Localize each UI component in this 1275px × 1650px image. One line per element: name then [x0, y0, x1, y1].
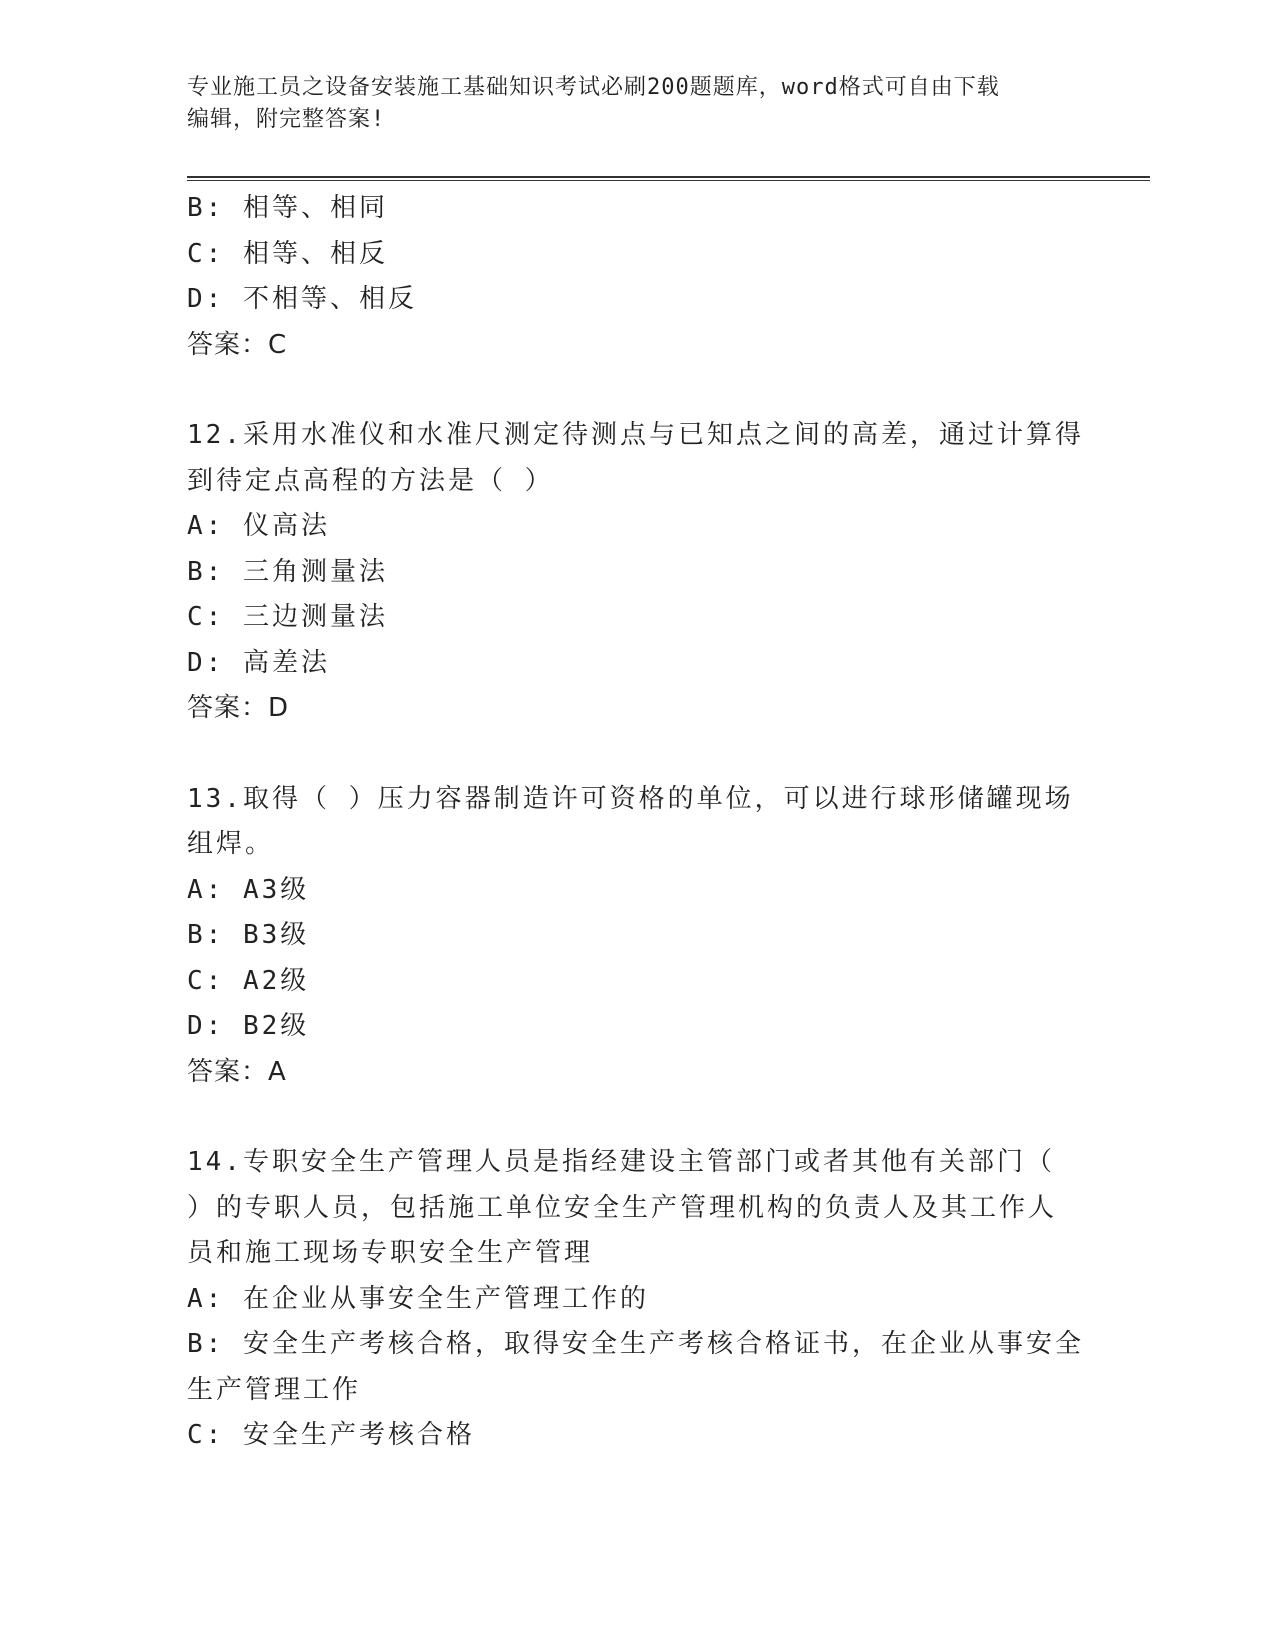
spacer	[187, 368, 1087, 413]
option-c: C: 三边测量法	[187, 602, 388, 632]
header-title-line-2: 编辑，附完整答案!	[187, 107, 386, 132]
option-a: A: 在企业从事安全生产管理工作的	[187, 1283, 649, 1314]
option-b: B: 安全生产考核合格，取得安全生产考核合格证书，在企业从事安全	[187, 1329, 1084, 1359]
spacer	[187, 1095, 1087, 1140]
option-a: A: 仪高法	[187, 511, 330, 541]
question-14	[187, 1140, 1087, 1459]
question-stem: 14.专职安全生产管理人员是指经建设主管部门或者其他有关部门（	[187, 1147, 1055, 1177]
option-b: B: B3级	[187, 920, 310, 950]
question-stem: ）的专职人员，包括施工单位安全生产管理机构的负责人及其工作人	[187, 1192, 1058, 1223]
spacer	[187, 732, 1087, 777]
option-c: C: A2级	[187, 965, 310, 996]
option-b: B: 三角测量法	[187, 556, 388, 587]
answer-line: 答案：A	[187, 1056, 287, 1087]
option-b: B: 相等、相同	[187, 193, 388, 223]
answer-line: 答案：D	[187, 693, 290, 723]
option-d: D: B2级	[187, 1011, 310, 1041]
question-11-continued	[187, 186, 1087, 368]
question-13	[187, 777, 1087, 1096]
question-stem: 组焊。	[187, 829, 275, 859]
option-a: A: A3级	[187, 874, 310, 905]
question-list	[187, 186, 1087, 1459]
question-stem: 员和施工现场专职安全生产管理	[187, 1238, 594, 1268]
question-stem: 13.取得（ ）压力容器制造许可资格的单位，可以进行球形储罐现场	[187, 783, 1074, 814]
option-b-continued: 生产管理工作	[187, 1374, 362, 1405]
page-header	[187, 72, 1067, 136]
option-d: D: 高差法	[187, 647, 330, 678]
header-divider	[187, 176, 1150, 181]
answer-line: 答案：C	[187, 329, 288, 360]
header-title-line-1: 专业施工员之设备安装施工基础知识考试必刷200题题库，word格式可自由下载	[187, 75, 1000, 100]
question-stem: 到待定点高程的方法是（ ）	[187, 465, 554, 496]
question-12	[187, 413, 1087, 732]
question-stem: 12.采用水准仪和水准尺测定待测点与已知点之间的高差，通过计算得	[187, 420, 1084, 450]
option-d: D: 不相等、相反	[187, 284, 417, 314]
option-c: C: 相等、相反	[187, 238, 388, 269]
option-c: C: 安全生产考核合格	[187, 1420, 475, 1450]
